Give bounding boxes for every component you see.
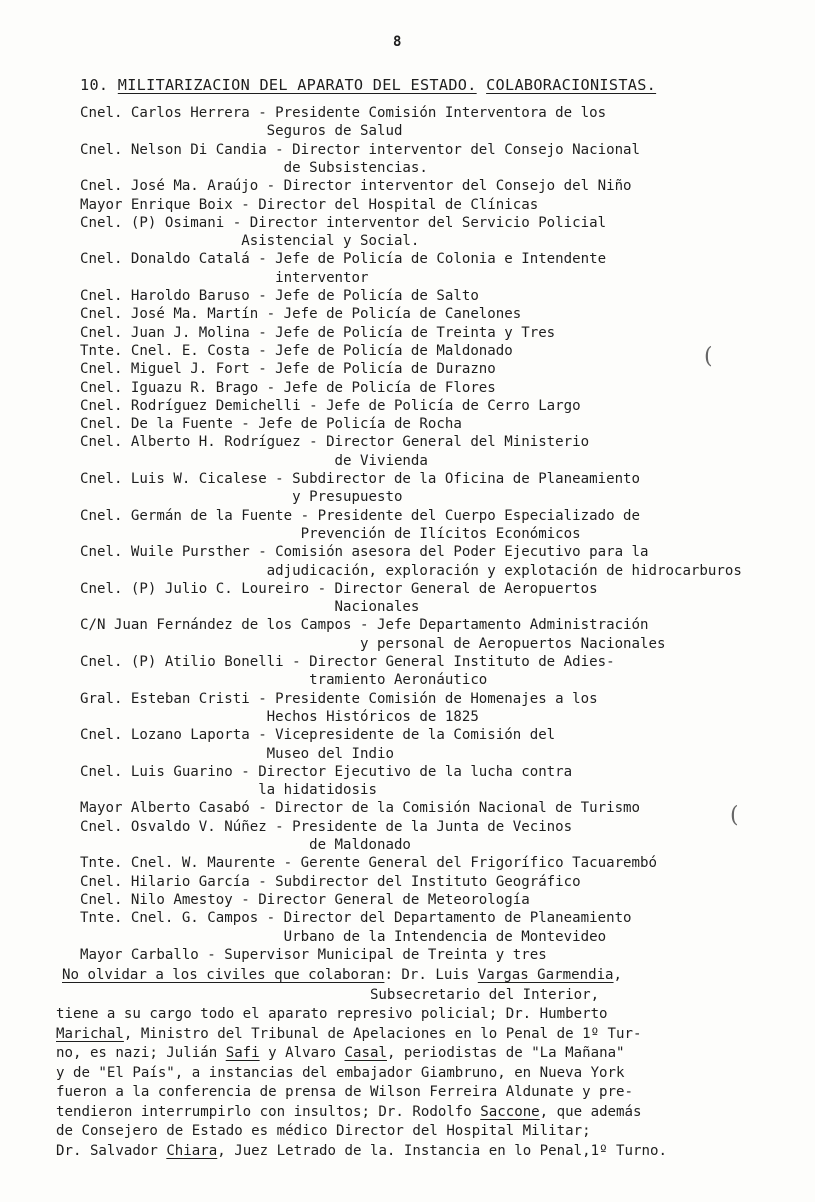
entry-line: Gral. Esteban Cristi - Presidente Comisión de Homenajes a los [80, 690, 598, 707]
entry-continuation-line: Urbano de la Intendencia de Montevideo [80, 928, 607, 945]
section-heading [80, 76, 656, 94]
paragraph-line [56, 1025, 642, 1043]
entry-line: Cnel. De la Fuente - Jefe de Policía de Rocha [80, 416, 462, 433]
entry-line: Cnel. Nelson Di Candia - Director interventor del Consejo Nacional [80, 141, 641, 158]
entry-continuation-line: interventor [80, 269, 369, 286]
entry-continuation-line: Asistencial y Social. [80, 233, 420, 250]
paragraph-text: : Dr. Luis [384, 967, 478, 983]
underlined-name: Casal [344, 1045, 387, 1061]
entry-continuation-line: y Presupuesto [80, 489, 403, 506]
entry-line: Cnel. Germán de la Fuente - Presidente del Cuerpo Especializado de [80, 507, 641, 524]
entry-continuation-line: de Maldonado [80, 837, 411, 853]
entry-line: Cnel. Iguazu R. Brago - Jefe de Policía de Flores [80, 379, 496, 396]
entry-line: Cnel. Rodríguez Demichelli - Jefe de Policía de Cerro Largo [80, 397, 581, 414]
entry-continuation-line: tramiento Aeronáutico [80, 672, 488, 689]
entry-line: Cnel. Luis Guarino - Director Ejecutivo de la lucha contra [80, 763, 573, 780]
entry-continuation-line: y personal de Aeropuertos Nacionales [80, 635, 666, 652]
paragraph-text: , Ministro del Tribunal de Apelaciones en lo Penal de 1º Tur- [123, 1025, 642, 1042]
entry-line: Mayor Enrique Boix - Director del Hospital de Clínicas [80, 196, 539, 213]
paragraph-text: , periodistas de "La Mañana" [386, 1045, 625, 1061]
entry-line: Tnte. Cnel. E. Costa - Jefe de Policía de Maldonado [80, 342, 513, 359]
entry-line: Cnel. Miguel J. Fort - Jefe de Policía de Durazno [80, 361, 496, 378]
paragraph-line [56, 986, 599, 1004]
entry-continuation-line: Prevención de Ilícitos Económicos [80, 525, 581, 542]
page-number: 8 [393, 34, 402, 50]
paragraph-line [56, 1005, 608, 1023]
section-title: MILITARIZACION DEL APARATO DEL ESTADO. [117, 76, 477, 94]
paragraph-text: y de "El País", a instancias del embajador Giambruno, en Nueva York [56, 1064, 625, 1081]
entry-line: Cnel. Donaldo Catalá - Jefe de Policía de Colonia e Intendente [80, 251, 607, 268]
paragraph-text: tiene a su cargo todo el aparato represivo policial; Dr. Humberto [56, 1006, 608, 1022]
entry-line: Cnel. Lozano Laporta - Vicepresidente de la Comisión del [80, 727, 556, 744]
paragraph-text: Subsecretario del Interior, [56, 986, 600, 1003]
paragraph-line [62, 966, 622, 984]
paragraph-text: y Alvaro [259, 1045, 345, 1061]
entry-line: Cnel. Hilario García - Subdirector del Instituto Geográfico [80, 873, 581, 890]
paragraph-text: , [613, 967, 623, 983]
underlined-name: No olvidar a los civiles que colaboran [62, 967, 385, 983]
entry-line: Mayor Carballo - Supervisor Municipal de Treinta y tres [80, 946, 547, 963]
underlined-name: Saccone [480, 1103, 540, 1120]
paragraph-text: no, es nazi; Julián [56, 1045, 226, 1061]
entry-line: Cnel. (P) Osimani - Director interventor del Servicio Policial [80, 214, 607, 231]
entry-continuation-line: de Subsistencias. [80, 159, 428, 176]
entry-line: Cnel. Luis W. Cicalese - Subdirector de la Oficina de Planeamiento [80, 471, 641, 487]
section-subtitle: COLABORACIONISTAS. [486, 76, 657, 94]
entry-continuation-line: adjudicación, exploración y explotación de hidrocarburos [80, 562, 742, 579]
entry-continuation-line: Hechos Históricos de 1825 [80, 708, 479, 725]
entry-continuation-line: de Vivienda [80, 452, 428, 469]
paragraph-text: , Juez Letrado de la. Instancia en lo Penal,1º Turno. [217, 1142, 667, 1159]
entry-line: Cnel. Juan J. Molina - Jefe de Policía de Treinta y Tres [80, 324, 556, 341]
entry-line: Cnel. José Ma. Araújo - Director interventor del Consejo del Niño [80, 178, 632, 195]
section-number: 10. [80, 76, 109, 94]
margin-mark: ( [704, 344, 713, 369]
paragraph-text: Dr. Salvador [56, 1142, 167, 1159]
underlined-name: Marichal [56, 1025, 124, 1042]
paragraph-line [56, 1142, 667, 1160]
entry-continuation-line: Nacionales [80, 599, 420, 616]
entry-line: Cnel. Carlos Herrera - Presidente Comisión Interventora de los [80, 105, 607, 121]
paragraph-text: , que además [539, 1103, 642, 1120]
entry-line: Cnel. Wuile Pursther - Comisión asesora del Poder Ejecutivo para la [80, 544, 649, 561]
entry-line: Cnel. José Ma. Martín - Jefe de Policía de Canelones [80, 306, 522, 323]
entry-line: Cnel. (P) Julio C. Loureiro - Director General de Aeropuertos [80, 580, 598, 597]
underlined-name: Vargas Garmendia [477, 967, 614, 983]
paragraph-text: tendieron interrumpirlo con insultos; Dr. Rodolfo [56, 1103, 481, 1120]
entry-line: Mayor Alberto Casabó - Director de la Comisión Nacional de Turismo [80, 800, 641, 817]
entry-line: Cnel. Osvaldo V. Núñez - Presidente de la Junta de Vecinos [80, 818, 573, 835]
underlined-name: Chiara [166, 1142, 218, 1159]
entry-line: Cnel. (P) Atilio Bonelli - Director General Instituto de Adies- [80, 654, 615, 670]
entry-line: Tnte. Cnel. W. Maurente - Gerente General del Frigorífico Tacuarembó [80, 855, 657, 872]
entry-continuation-line: la hidatidosis [80, 782, 377, 799]
entry-continuation-line: Museo del Indio [80, 745, 394, 762]
entry-continuation-line: Seguros de Salud [80, 123, 403, 140]
paragraph-line [56, 1064, 625, 1082]
paragraph-text: fueron a la conferencia de prensa de Wilson Ferreira Aldunate y pre- [56, 1084, 633, 1100]
entry-line: Cnel. Nilo Amestoy - Director General de Meteorología [80, 891, 530, 908]
underlined-name: Safi [225, 1045, 260, 1061]
entry-line: Cnel. Haroldo Baruso - Jefe de Policía de Salto [80, 288, 479, 304]
entry-line: Cnel. Alberto H. Rodríguez - Director General del Ministerio [80, 434, 590, 451]
margin-mark: ( [730, 803, 739, 828]
entry-line: Tnte. Cnel. G. Campos - Director del Departamento de Planeamiento [80, 910, 632, 927]
paragraph-text: de Consejero de Estado es médico Director del Hospital Militar; [56, 1123, 591, 1139]
paragraph-line [56, 1103, 642, 1121]
paragraph-line [56, 1122, 591, 1140]
paragraph-line [56, 1044, 625, 1062]
entry-line: C/N Juan Fernández de los Campos - Jefe Departamento Administración [80, 617, 649, 634]
paragraph-line [56, 1083, 633, 1101]
